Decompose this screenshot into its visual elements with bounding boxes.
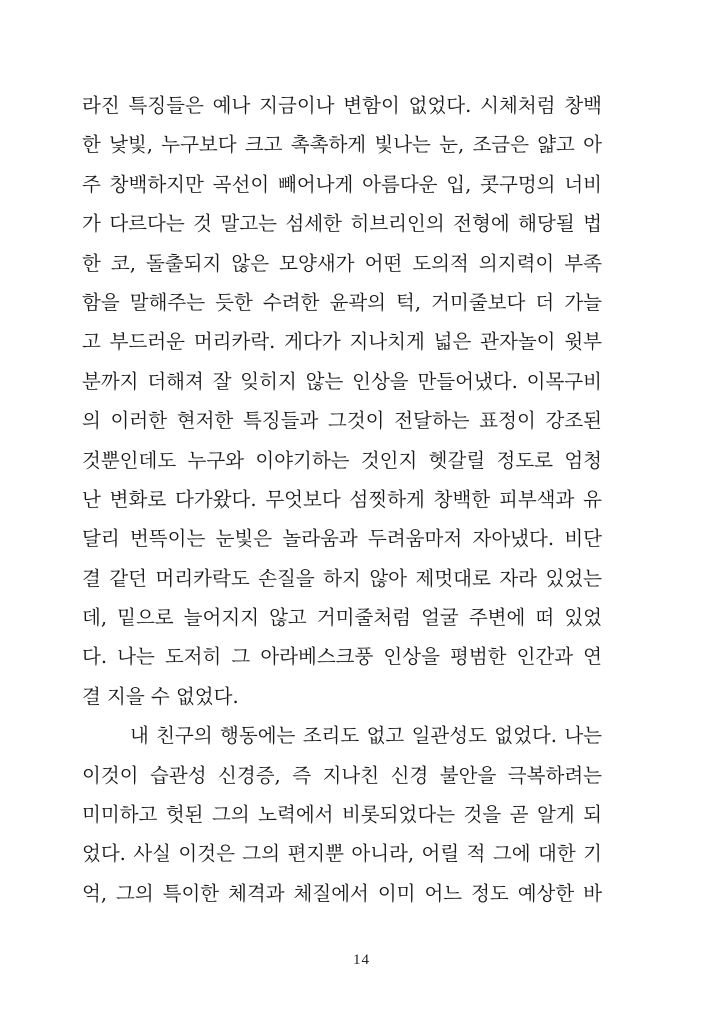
body-text [82,86,602,913]
text-line-paragraph-end: 결 지을 수 없었다. [82,684,239,708]
text-line: 가 다르다는 것 말고는 섬세한 히브리인의 전형에 해당될 법 [82,212,602,236]
text-line: 미미하고 헛된 그의 노력에서 비롯되었다는 것을 곧 알게 되 [82,803,602,827]
text-line: 고 부드러운 머리카락. 게다가 지나치게 넓은 관자놀이 윗부 [82,330,602,354]
text-line: 다. 나는 도저히 그 아라베스크풍 인상을 평범한 인간과 연 [82,645,602,669]
text-line: 한 코, 돌출되지 않은 모양새가 어떤 도의적 의지력이 부족 [82,251,602,275]
text-line: 분까지 더해져 잘 잊히지 않는 인상을 만들어냈다. 이목구비 [82,369,602,393]
text-line: 함을 말해주는 듯한 수려한 윤곽의 턱, 거미줄보다 더 가늘 [82,290,602,314]
text-line: 것뿐인데도 누구와 이야기하는 것인지 헷갈릴 정도로 엄청 [82,448,602,472]
text-line: 라진 특징들은 예나 지금이나 변함이 없었다. 시체처럼 창백 [82,94,602,117]
text-line: 달리 번뜩이는 눈빛은 놀라움과 두려움마저 자아냈다. 비단 [82,527,602,551]
text-line: 의 이러한 현저한 특징들과 그것이 전달하는 표정이 강조된 [82,409,602,433]
text-line: 었다. 사실 이것은 그의 편지뿐 아니라, 어릴 적 그에 대한 기 [82,842,602,866]
text-line: 한 낯빛, 누구보다 크고 촉촉하게 빛나는 눈, 조금은 얇고 아 [82,133,602,157]
page-number: 14 [353,952,370,968]
text-line: 억, 그의 특이한 체격과 체질에서 이미 어느 정도 예상한 바 [82,881,602,905]
text-line-paragraph-start: 내 친구의 행동에는 조리도 없고 일관성도 없었다. 나는 [130,724,602,748]
text-line: 난 변화로 다가왔다. 무엇보다 섬찟하게 창백한 피부색과 유 [82,487,602,511]
text-line: 결 같던 머리카락도 손질을 하지 않아 제멋대로 자라 있었는 [82,566,602,590]
text-line: 데, 밑으로 늘어지지 않고 거미줄처럼 얼굴 주변에 떠 있었 [82,606,602,630]
text-line: 주 창백하지만 곡선이 빼어나게 아름다운 입, 콧구멍의 너비 [82,172,602,196]
text-line: 이것이 습관성 신경증, 즉 지나친 신경 불안을 극복하려는 [82,763,602,787]
